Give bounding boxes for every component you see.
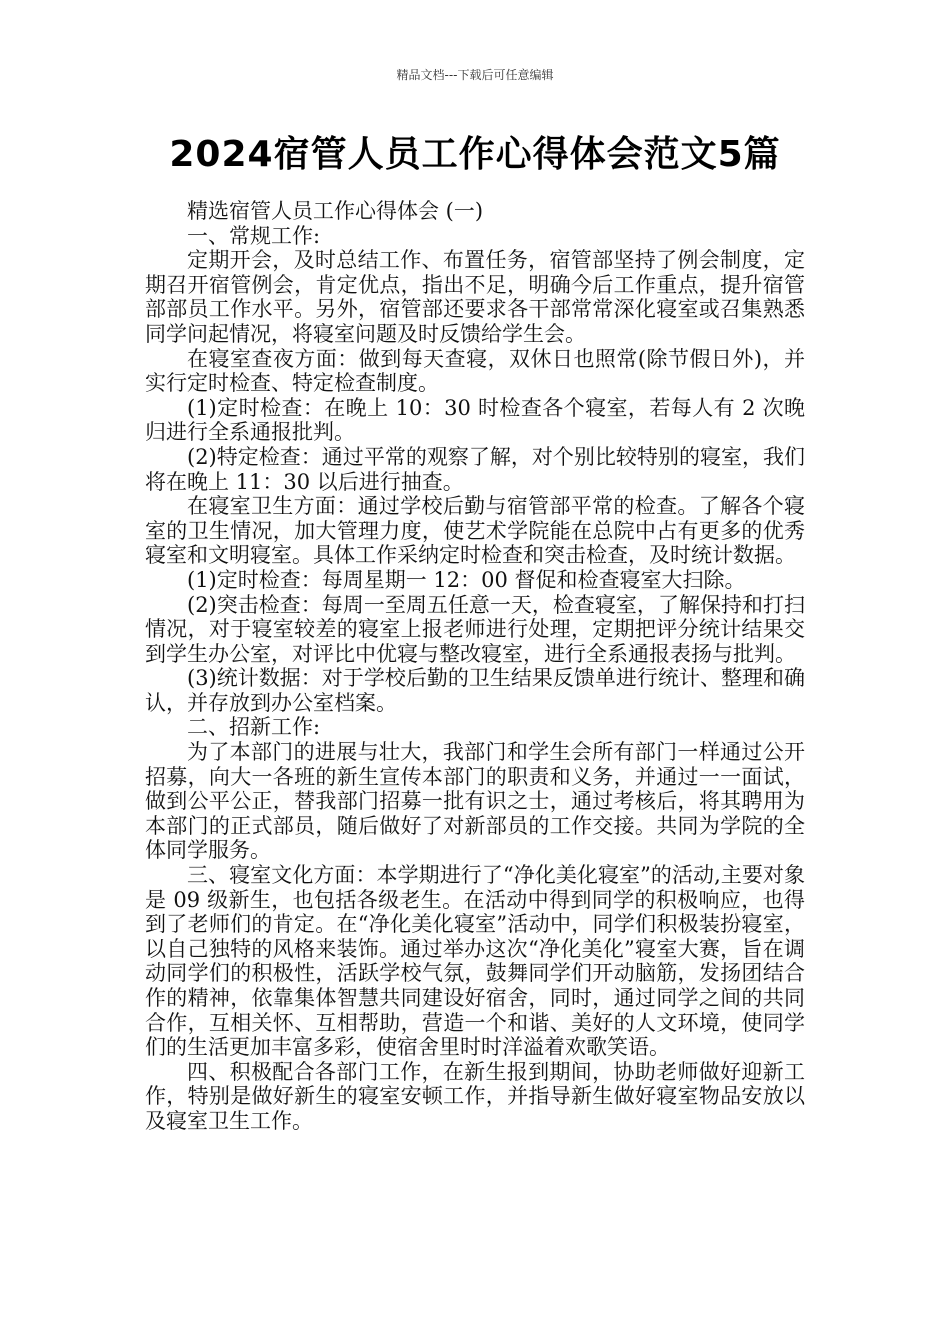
paragraph: 定期开会，及时总结工作、布置任务，宿管部坚持了例会制度，定期召开宿管例会，肯定优点，指出不足，明确今后工作重点，提升宿管部部员工作水平。另外，宿管部还要求各干部常常深化寝室或召集熟悉同学问起情况，将寝室问题及时反馈给学生会。 <box>145 248 805 346</box>
paragraph: (3)统计数据：对于学校后勤的卫生结果反馈单进行统计、整理和确认，并存放到办公室档案。 <box>145 666 805 715</box>
paragraph: (1)定时检查：在晚上 10：30 时检查各个寝室，若每人有 2 次晚归进行全系通报批判。 <box>145 395 805 445</box>
paragraph: 在寝室查夜方面：做到每天查寝，双休日也照常(除节假日外)，并实行定时检查、特定检查制度。 <box>145 346 805 396</box>
paragraph: 为了本部门的进展与壮大，我部门和学生会所有部门一样通过公开招募，向大一各班的新生宣传本部门的职责和义务，并通过一一面试，做到公平公正，替我部门招募一批有识之士，通过考核后，将其聘用为本部门的正式部员，随后做好了对新部员的工作交接。共同为学院的全体同学服务。 <box>145 740 805 863</box>
section-heading: 一、常规工作: <box>187 223 321 248</box>
section-heading: 二、招新工作: <box>187 715 321 740</box>
paragraph: (2)特定检查：通过平常的观察了解，对个别比较特别的寝室，我们将在晚上 11：30 以后进行抽查。 <box>145 444 805 494</box>
paragraph: 四、积极配合各部门工作，在新生报到期间，协助老师做好迎新工作，特别是做好新生的寝室安顿工作，并指导新生做好寝室物品安放以及寝室卫生工作。 <box>145 1059 805 1133</box>
header-note: 精品文档---下载后可任意编辑 <box>396 68 554 82</box>
paragraph: 三、寝室文化方面：本学期进行了“净化美化寝室”的活动,主要对象是 09 级新生，也包括各级老生。在活动中得到同学的积极响应，也得到了老师们的肯定。在“净化美化寝室”活动中，同学们积极装扮寝室，以自己独特的风格来装饰。通过举办这次“净化美化”寝室大赛，旨在调动同学们的积极性，活跃学校气氛，鼓舞同学们开动脑筋，发扬团结合作的精神，依靠集体智慧共同建设好宿舍，同时，通过同学之间的共同合作，互相关怀、互相帮助，营造一个和谐、美好的人文环境，使同学们的生活更加丰富多彩，使宿舍里时时洋溢着欢歌笑语。 <box>145 863 805 1060</box>
document-body <box>145 199 805 1134</box>
paragraph: (2)突击检查：每周一至周五任意一天，检查寝室，了解保持和打扫情况，对于寝室较差的寝室上报老师进行处理，定期把评分统计结果交到学生办公室，对评比中优寝与整改寝室，进行全系通报表扬与批判。 <box>145 592 805 666</box>
page-title: 2024宿管人员工作心得体会范文5篇 <box>169 134 781 175</box>
subtitle: 精选宿管人员工作心得体会 (一) <box>187 199 484 223</box>
paragraph: (1)定时检查：每周星期一 12：00 督促和检查寝室大扫除。 <box>187 567 746 592</box>
paragraph: 在寝室卫生方面：通过学校后勤与宿管部平常的检查。了解各个寝室的卫生情况，加大管理力度，使艺术学院能在总院中占有更多的优秀寝室和文明寝室。具体工作采纳定时检查和突击检查，及时统计数据。 <box>145 494 805 568</box>
